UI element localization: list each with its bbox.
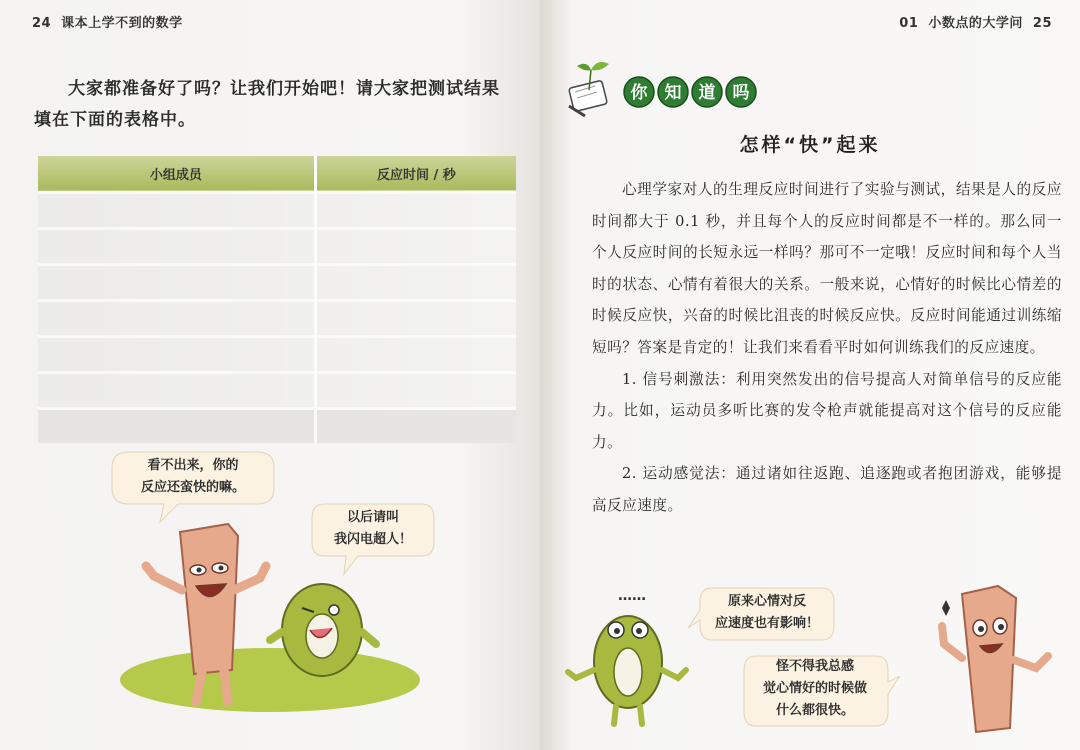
- table-cell[interactable]: [315, 409, 516, 444]
- pencil-sprout-icon: [565, 62, 795, 118]
- table-cell[interactable]: [38, 409, 315, 444]
- bubble4-line1: 怪不得我总感: [775, 659, 854, 674]
- bubble4-line3: 什么都很快。: [775, 703, 854, 718]
- table-row: [38, 193, 516, 229]
- table-header-row: [38, 156, 516, 193]
- table-cell[interactable]: [38, 337, 315, 373]
- article-paragraph-2: 1. 信号刺激法：利用突然发出的信号提高人对简单信号的反应能力。比如，运动员多听比赛的发令枪声就能提高对这个信号的反应能力。: [592, 370, 1062, 451]
- intro-line-1: 大家都准备好了吗？让我们开始吧！请大家把测试结果: [68, 79, 500, 99]
- column-header-member: 小组成员: [38, 156, 315, 193]
- bubble3-line1: 原来心情对反: [727, 594, 806, 609]
- badge-char: 吗: [732, 83, 750, 103]
- table-row: [38, 229, 516, 265]
- grass-ground: [120, 648, 420, 712]
- badge-char: 知: [664, 83, 682, 103]
- table-cell[interactable]: [315, 193, 516, 229]
- bubble2-line1: 以后请叫: [346, 510, 399, 525]
- right-page: [540, 0, 1080, 750]
- book-title: 课本上学不到的数学: [61, 16, 183, 31]
- table-cell[interactable]: [38, 265, 315, 301]
- table-cell[interactable]: [38, 193, 315, 229]
- did-you-know-section-header: [565, 62, 795, 122]
- column-header-reaction-time: 反应时间 / 秒: [315, 156, 516, 193]
- right-page-header: [899, 12, 1052, 31]
- cartoon-ruler-and-zero-illustration: [110, 520, 430, 720]
- article-paragraph-3: 2. 运动感觉法：通过诸如往返跑、追逐跑或者抱团游戏，能够提高反应速度。: [592, 465, 1062, 514]
- table-row: [38, 265, 516, 301]
- table-cell[interactable]: [38, 301, 315, 337]
- bubble2-line2: 我闪电超人！: [333, 532, 412, 547]
- article-body: [592, 174, 1062, 522]
- chapter-number: 01: [899, 16, 919, 31]
- bubble3-line2: 应速度也有影响！: [714, 616, 819, 631]
- notepad-pencil-graphic: [569, 62, 609, 116]
- table-row: [38, 301, 516, 337]
- speech-bubble-ruler: [108, 448, 278, 510]
- table-cell[interactable]: [38, 373, 315, 409]
- cartoon-ruler-character: [920, 578, 1070, 738]
- table-cell[interactable]: [315, 373, 516, 409]
- article-title: 怎样“快”起来: [739, 134, 881, 156]
- article-paragraph-1: 心理学家对人的生理反应时间进行了实验与测试，结果是人的反应时间都大于 0.1 秒，并且每个人的反应时间都是不一样的。那么同一个人反应时间的长短永远一样吗？那可不一定哦！反应时间和每个人当时的状态、心情有着很大的关系。一般来说，心情好的时候比心情差的时候反应快，兴奋的时候比沮丧的时候反应快。反应时间能通过训练缩短吗？答案是肯定的！让我们来看看平时如何训练我们的反应速度。: [592, 181, 1062, 356]
- cartoon-zero-character: [560, 600, 690, 740]
- result-table: [38, 156, 516, 443]
- speech-bubble-zero-right: [688, 582, 838, 646]
- intro-text: [34, 74, 524, 136]
- left-page-header: [32, 12, 193, 31]
- table-cell[interactable]: [315, 337, 516, 373]
- badge-char: 道: [698, 83, 716, 103]
- table-cell[interactable]: [315, 301, 516, 337]
- right-page-number: 25: [1032, 16, 1052, 31]
- table-cell[interactable]: [315, 229, 516, 265]
- intro-line-2: 填在下面的表格中。: [34, 110, 196, 130]
- badge-char: 你: [630, 83, 648, 103]
- ellipsis-dots: ……: [618, 588, 646, 604]
- table-cell[interactable]: [315, 265, 516, 301]
- left-page-number: 24: [32, 16, 52, 31]
- bubble1-line2: 反应还蛮快的嘛。: [140, 480, 245, 495]
- speech-bubble-ruler-right: [740, 652, 900, 730]
- table-cell[interactable]: [38, 229, 315, 265]
- bubble1-line1: 看不出来，你的: [147, 458, 239, 473]
- table-row: [38, 337, 516, 373]
- table-row: [38, 373, 516, 409]
- bubble4-line2: 觉心情好的时候做: [762, 681, 867, 696]
- table-row: [38, 409, 516, 444]
- chapter-title: 小数点的大学问: [928, 16, 1023, 31]
